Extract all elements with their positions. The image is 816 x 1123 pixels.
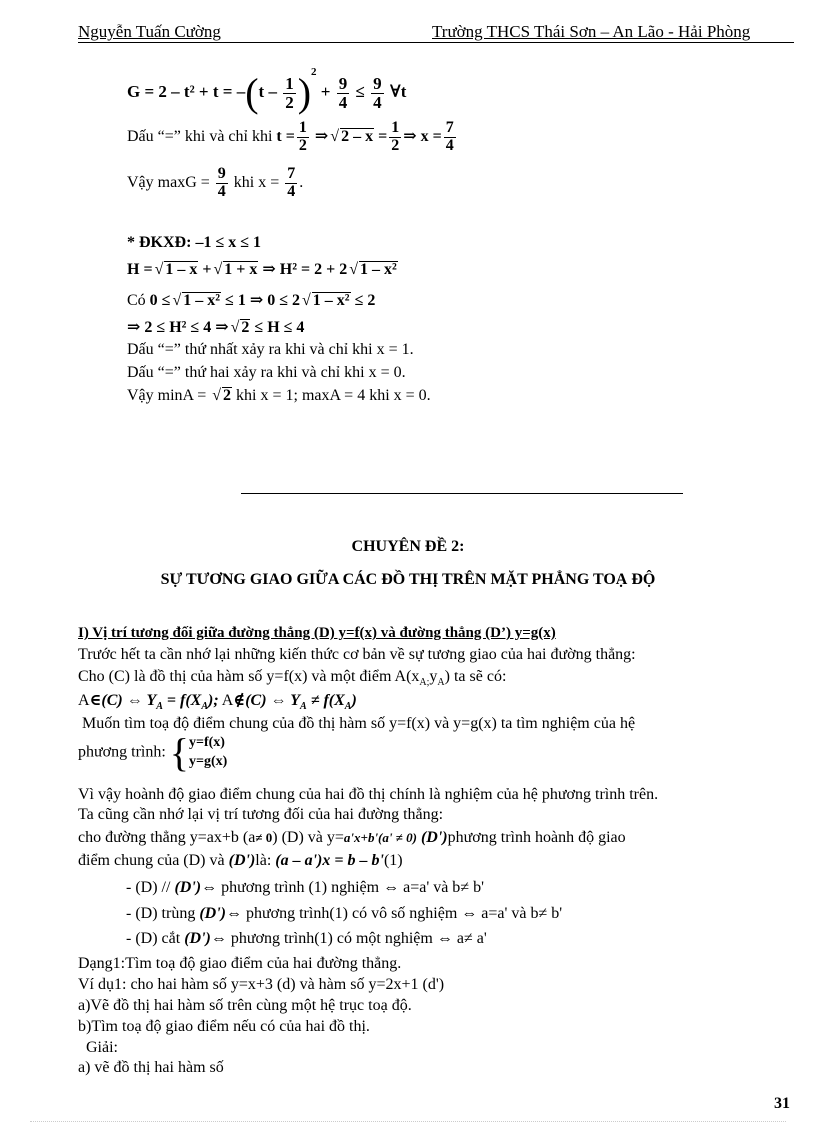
header-school: Trường THCS Thái Sơn – An Lão - Hải Phòng <box>432 22 751 41</box>
body-paragraph-9: điểm chung của (D) và (D')là: (a – a')x = b – b'(1) <box>78 852 403 869</box>
math-dkxd: * ĐKXĐ: –1 ≤ x ≤ 1 <box>127 234 261 251</box>
body-dang1: Dạng1:Tìm toạ độ giao điểm của hai đường thẳng. <box>78 955 402 972</box>
body-paragraph-4: Muốn tìm toạ độ điểm chung của đồ thị hàm số y=f(x) và y=g(x) ta tìm nghiệm của hệ <box>82 715 636 732</box>
body-paragraph-6: Vì vậy hoành độ giao điểm chung của hai đồ thị chính là nghiệm của hệ phương trình trên. <box>78 786 659 803</box>
section-title: CHUYÊN ĐỀ 2: <box>351 538 465 555</box>
body-paragraph-8: cho đường thẳng y=ax+b (a≠ 0) (D) và y=a'x+b'(a' ≠ 0) (D')phương trình hoành độ giao <box>78 829 626 846</box>
case-intersect: - (D) cắt (D')⇔ phương trình(1) có một nghiệm ⇔ a≠ a' <box>126 930 487 947</box>
body-paragraph-7: Ta cũng cần nhớ lại vị trí tương đối của hai đường thẳng: <box>78 806 444 823</box>
body-solution-label: Giải: <box>86 1039 118 1056</box>
section-subtitle: SỰ TƯƠNG GIAO GIỮA CÁC ĐỒ THỊ TRÊN MẶT PHẲNG TOẠ ĐỘ <box>160 571 656 588</box>
section-separator <box>241 493 683 494</box>
fraction-half: $\frac{1}{2}$ <box>285 73 294 112</box>
fraction-nine-quarters-2: $\frac{9}{4}$ <box>373 73 382 112</box>
body-system: phương trình: {y=f(x) y=g(x) <box>78 730 228 775</box>
math-first-eq: Dấu “=” thứ nhất xảy ra khi và chỉ khi x = 1. <box>127 341 414 358</box>
body-paragraph-2: Cho (C) là đồ thị của hàm số y=f(x) và một điểm $A(x_{A;}y_A)$ ta sẽ có: <box>78 668 507 689</box>
body-paragraph-1: Trước hết ta cần nhớ lại những kiến thức cơ bản về sự tương giao của hai đường thẳng: <box>78 646 636 663</box>
body-part-b: b)Tìm toạ độ giao điểm nếu có của hai đồ thị. <box>78 1018 370 1035</box>
body-heading: I) Vị trí tương đối giữa đường thẳng (D) y=f(x) và đường thẳng (D’) y=g(x) <box>78 625 556 641</box>
header-rule <box>78 42 794 43</box>
math-line-g: G = 2 – t² + t = –(t – $\frac{1}{2}$ )$^2$ + $\frac{9}{4}$ ≤ $\frac{9}{4}$ ∀t <box>127 66 407 116</box>
footer-rule <box>30 1121 786 1122</box>
math-line-maxg: Vậy maxG = $\frac{9}{4}$ khi x = $\frac{7}{4}$ . <box>127 165 304 200</box>
body-solution-a: a) vẽ đồ thị hai hàm số <box>78 1059 224 1076</box>
body-example1: Ví dụ1: cho hai hàm số y=x+3 (d) và hàm số y=2x+1 (d') <box>78 976 445 993</box>
fraction-nine-quarters: $\frac{9}{4}$ <box>338 73 348 112</box>
body-part-a: a)Vẽ đồ thị hai hàm số trên cùng một hệ trục toạ độ. <box>78 997 412 1014</box>
math-second-eq: Dấu “=” thứ hai xảy ra khi và chỉ khi x = 0. <box>127 364 406 381</box>
body-membership: A∈(C) ⇔ $Y_A = f(X_A)$; A∉(C) ⇔ $Y_A \ne f(X_A)$ <box>78 692 357 713</box>
math-line-h: H = √ 1 – x + √ 1 + x ⇒ H² = 2 + 2 √ 1 – x² <box>127 261 397 278</box>
math-line-co: Có 0 ≤ √ 1 – x² ≤ 1 ⇒ 0 ≤ 2 √ 1 – x² ≤ 2 <box>127 292 376 309</box>
page-number: 31 <box>774 1095 790 1112</box>
math-line-equality: Dấu “=” khi và chỉ khi t = $\frac{1}{2}$ ⇒ √ 2 – x = $\frac{1}{2}$ ⇒ x = $\frac{7}{4}$ <box>127 119 454 154</box>
case-parallel: - (D) // (D')⇔ phương trình (1) nghiệm ⇔ a=a' và b≠ b' <box>126 879 484 896</box>
case-coincide: - (D) trùng (D')⇔ phương trình(1) có vô số nghiệm ⇔ a=a' và b≠ b' <box>126 905 563 922</box>
math-min-max: Vậy minA = √ 2 khi x = 1; maxA = 4 khi x = 0. <box>127 387 431 404</box>
math-line-h-range: ⇒ 2 ≤ H² ≤ 4 ⇒ √ 2 ≤ H ≤ 4 <box>127 319 305 336</box>
header-author: Nguyễn Tuấn Cường <box>78 22 221 41</box>
